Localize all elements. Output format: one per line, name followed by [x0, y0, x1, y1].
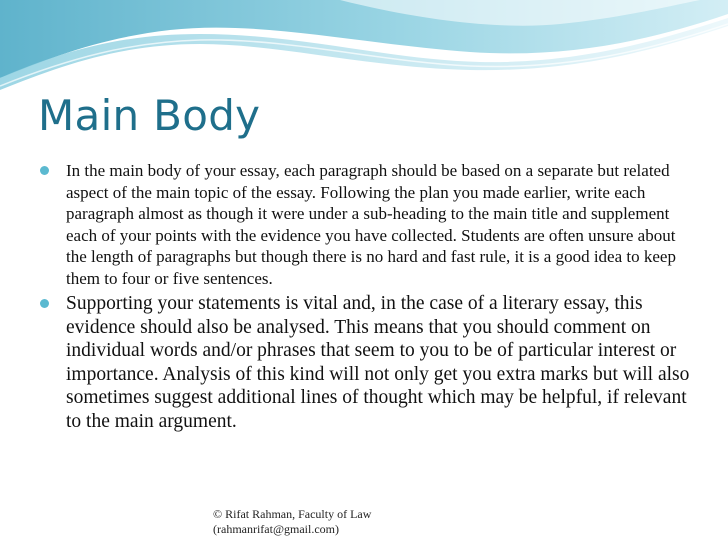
header-wave-decoration	[0, 0, 728, 90]
bullet-item	[20, 160, 698, 289]
bullet-dot-icon	[40, 166, 49, 175]
bullet-text: Supporting your statements is vital and, in the case of a literary essay, this evidence should also be analysed. This means that you should comment on individual words and/or phrases that seem to you to be of particular interest or importance. Analysis of this kind will not only get you extra marks but will also sometimes suggest additional lines of thought which may be helpful, if relevant to the main argument.	[66, 293, 690, 432]
bullet-dot-icon	[40, 299, 49, 308]
footer-credit	[213, 507, 371, 537]
bullet-item	[20, 292, 698, 433]
footer-author: © Rifat Rahman, Faculty of Law	[213, 507, 372, 521]
footer-email: (rahmanrifat@gmail.com)	[213, 522, 339, 536]
bullet-list	[20, 160, 698, 433]
bullet-text: In the main body of your essay, each paragraph should be based on a separate but related aspect of the main topic of the essay. Following the plan you made earlier, write each paragraph almost as though it were under a sub-heading to the main title and supplement each of your points with the evidence you have collected. Students are often unsure about the length of paragraphs but though there is no hard and fast rule, it is a good idea to keep them to four or five sentences.	[66, 161, 676, 288]
slide-title: Main Body	[38, 91, 261, 140]
